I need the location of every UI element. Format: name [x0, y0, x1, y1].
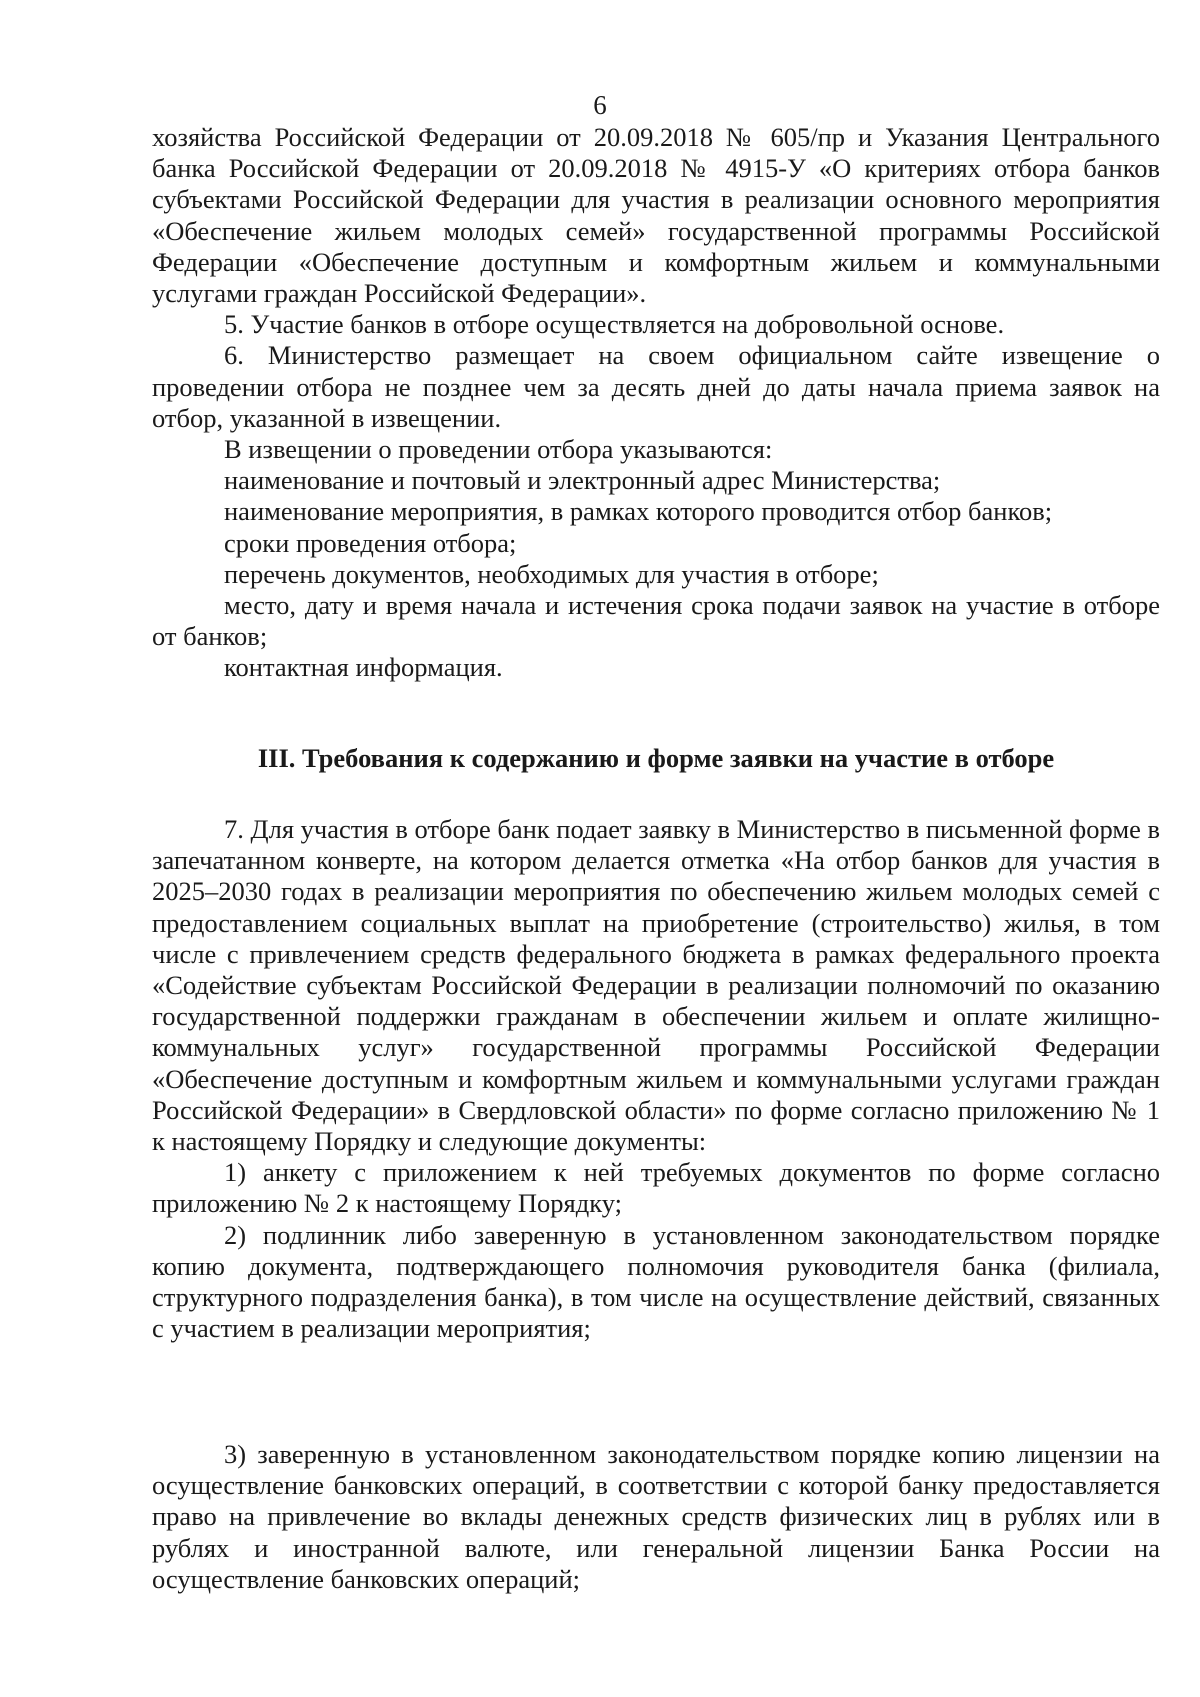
notice-item-contacts: контактная информация. — [224, 652, 503, 683]
list-item-2: 2) подлинник либо заверенную в установленном законодательством порядке копию документа, подтверждающего полномочия руководителя банка (филиала, структурного подразделения банка), в том числе на осуществление действий, связанных с участием в реализации мероприятия; — [152, 1219, 1160, 1344]
list-item-1: 1) анкету с приложением к ней требуемых документов по форме согласно приложению № 2 к настоящему Порядку; — [152, 1157, 1160, 1219]
top-text-block — [152, 122, 1160, 684]
notice-item-documents: перечень документов, необходимых для участия в отборе; — [224, 558, 879, 589]
section-heading: III. Требования к содержанию и форме заявки на участие в отборе — [257, 743, 1055, 773]
paragraph-item-7: 7. Для участия в отборе банк подает заявку в Министерство в письменной форме в запечатанном конверте, на котором делается отметка «На отбор банков для участия в 2025–2030 годах в реализации мероприятия по обеспечению жильем молодых семей с предоставлением социальных выплат на приобретение (строительство) жилья, в том числе с привлечением средств федерального бюджета в рамках федерального проекта «Содействие субъектам Российской Федерации в реализации полномочий по оказанию государственной поддержки гражданам в обеспечении жильем и оплате жилищно-коммунальных услуг» государственной программы Российской Федерации «Обеспечение доступным и комфортным жильем и коммунальными услугами граждан Российской Федерации» в Свердловской области» по форме согласно приложению № 1 к настоящему Порядку и следующие документы: — [152, 814, 1160, 1157]
notice-intro: В извещении о проведении отбора указываются: — [224, 434, 773, 465]
paragraph-item-5: 5. Участие банков в отборе осуществляется на добровольной основе. — [224, 309, 1005, 340]
page-number: 6 — [593, 90, 607, 120]
paragraph-continuation: хозяйства Российской Федерации от 20.09.2018 № 605/пр и Указания Центрального банка Российской Федерации от 20.09.2018 № 4915-У «О критериях отбора банков субъектами Российской Федерации для участия в реализации основного мероприятия «Обеспечение жильем молодых семей» государственной программы Российской Федерации «Обеспечение доступным и комфортным жильем и коммунальными услугами граждан Российской Федерации». — [152, 122, 1160, 309]
paragraph-item-6: 6. Министерство размещает на своем официальном сайте извещение о проведении отбора не позднее чем за десять дней до даты начала приема заявок на отбор, указанной в извещении. — [152, 340, 1160, 433]
notice-item-place-time: место, дату и время начала и истечения срока подачи заявок на участие в отборе от банков; — [152, 590, 1160, 652]
notice-item-timeframe: сроки проведения отбора; — [224, 527, 517, 558]
notice-item-name-address: наименование и почтовый и электронный адрес Министерства; — [224, 465, 941, 496]
bottom-text-block — [152, 1439, 1160, 1595]
middle-text-block — [152, 814, 1160, 1344]
notice-item-event-name: наименование мероприятия, в рамках которого проводится отбор банков; — [224, 496, 1053, 527]
list-item-3: 3) заверенную в установленном законодательством порядке копию лицензии на осуществление банковских операций, в соответствии с которой банку предоставляется право на привлечение во вклады денежных средств физических лиц в рублях или в рублях и иностранной валюте, или генеральной лицензии Банка России на осуществление банковских операций; — [152, 1439, 1160, 1594]
